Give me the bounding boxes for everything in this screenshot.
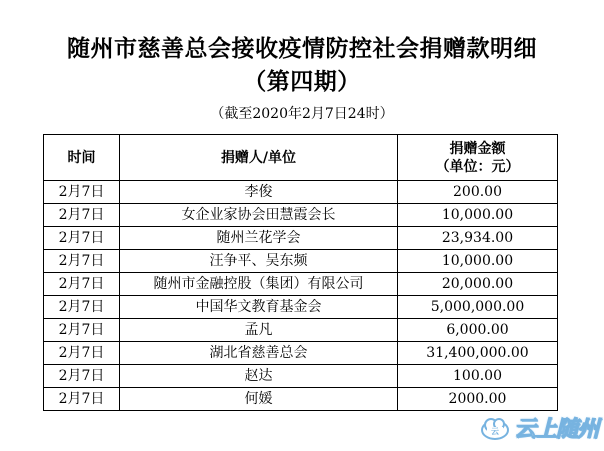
- row-date: 2月7日: [44, 296, 120, 319]
- row-amount: 10,000.00: [398, 250, 558, 273]
- row-donor: 中国华文教育基金会: [120, 296, 398, 319]
- header-amount-label: 捐赠金额: [449, 140, 506, 157]
- donation-table: [43, 134, 558, 411]
- row-amount: 2000.00: [398, 388, 558, 411]
- row-amount: 5,000,000.00: [398, 296, 558, 319]
- document-issue: （第四期）: [243, 69, 361, 95]
- row-amount: 100.00: [398, 365, 558, 388]
- row-amount: 31,400,000.00: [398, 342, 558, 365]
- row-date: 2月7日: [44, 227, 120, 250]
- table-row: [44, 342, 558, 365]
- row-date: 2月7日: [44, 204, 120, 227]
- header-amount-unit: （单位：元）: [435, 158, 520, 175]
- row-amount: 200.00: [398, 181, 558, 204]
- row-donor: 李俊: [120, 181, 398, 204]
- table-row: [44, 204, 558, 227]
- row-date: 2月7日: [44, 319, 120, 342]
- table-header-row: [44, 135, 558, 181]
- svg-text:云: 云: [490, 426, 499, 436]
- table-row: [44, 250, 558, 273]
- table-row: [44, 319, 558, 342]
- row-date: 2月7日: [44, 365, 120, 388]
- header-donor: 捐赠人/单位: [120, 135, 398, 181]
- table-row: [44, 388, 558, 411]
- table-row: [44, 227, 558, 250]
- row-donor: 孟凡: [120, 319, 398, 342]
- watermark: [480, 412, 598, 443]
- row-date: 2月7日: [44, 250, 120, 273]
- row-donor: 女企业家协会田慧霞会长: [120, 204, 398, 227]
- table-row: [44, 273, 558, 296]
- row-date: 2月7日: [44, 181, 120, 204]
- row-donor: 湖北省慈善总会: [120, 342, 398, 365]
- row-amount: 10,000.00: [398, 204, 558, 227]
- document-title: 随州市慈善总会接收疫情防控社会捐赠款明细: [67, 36, 537, 62]
- row-date: 2月7日: [44, 388, 120, 411]
- table-row: [44, 181, 558, 204]
- row-amount: 23,934.00: [398, 227, 558, 250]
- row-donor: 赵达: [120, 365, 398, 388]
- row-date: 2月7日: [44, 273, 120, 296]
- yunshang-suizhou-logo-icon: [480, 415, 510, 441]
- header-amount: [398, 135, 558, 181]
- row-date: 2月7日: [44, 342, 120, 365]
- document-subtitle: （截至2020年2月7日24时）: [210, 106, 394, 122]
- row-donor: 何媛: [120, 388, 398, 411]
- row-donor: 随州兰花学会: [120, 227, 398, 250]
- table-row: [44, 365, 558, 388]
- row-donor: 随州市金融控股（集团）有限公司: [120, 273, 398, 296]
- row-donor: 汪争平、吴东频: [120, 250, 398, 273]
- row-amount: 6,000.00: [398, 319, 558, 342]
- watermark-text: 云上随州: [513, 417, 598, 442]
- row-amount: 20,000.00: [398, 273, 558, 296]
- table-row: [44, 296, 558, 319]
- header-date: 时间: [44, 135, 120, 181]
